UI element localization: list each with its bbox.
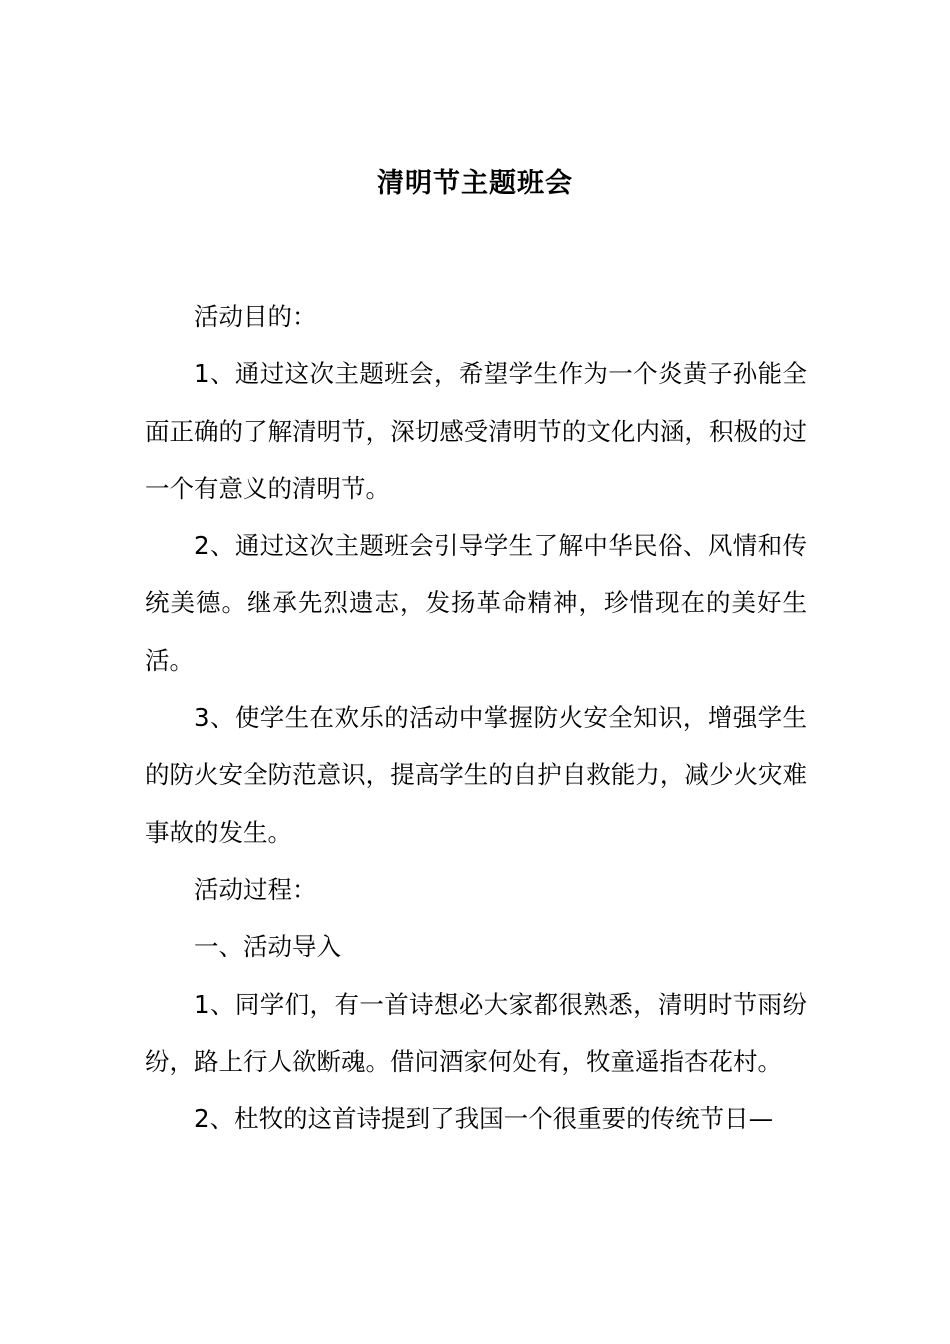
paragraph-purpose-2: 2、通过这次主题班会引导学生了解中华民俗、风情和传统美德。继承先烈遗志，发扬革命精神，珍惜现在的美好生活。 <box>145 531 807 675</box>
document-body <box>145 288 807 1147</box>
paragraph-intro-1: 1、同学们，有一首诗想必大家都很熟悉，清明时节雨纷纷，路上行人欲断魂。借问酒家何处有，牧童遥指杏花村。 <box>145 989 807 1076</box>
paragraph-purpose-heading: 活动目的： <box>194 302 317 331</box>
paragraph-purpose-1: 1、通过这次主题班会，希望学生作为一个炎黄子孙能全面正确的了解清明节，深切感受清明节的文化内涵，积极的过一个有意义的清明节。 <box>145 359 807 503</box>
document-title: 清明节主题班会 <box>377 168 573 199</box>
paragraph-intro-2: 2、杜牧的这首诗提到了我国一个很重要的传统节日— <box>194 1104 774 1134</box>
paragraph-process-heading: 活动过程： <box>194 874 317 904</box>
paragraph-section-intro: 一、活动导入 <box>194 932 341 962</box>
paragraph-purpose-3: 3、使学生在欢乐的活动中掌握防火安全知识，增强学生的防火安全防范意识，提高学生的自护自救能力，减少火灾难事故的发生。 <box>145 703 807 847</box>
